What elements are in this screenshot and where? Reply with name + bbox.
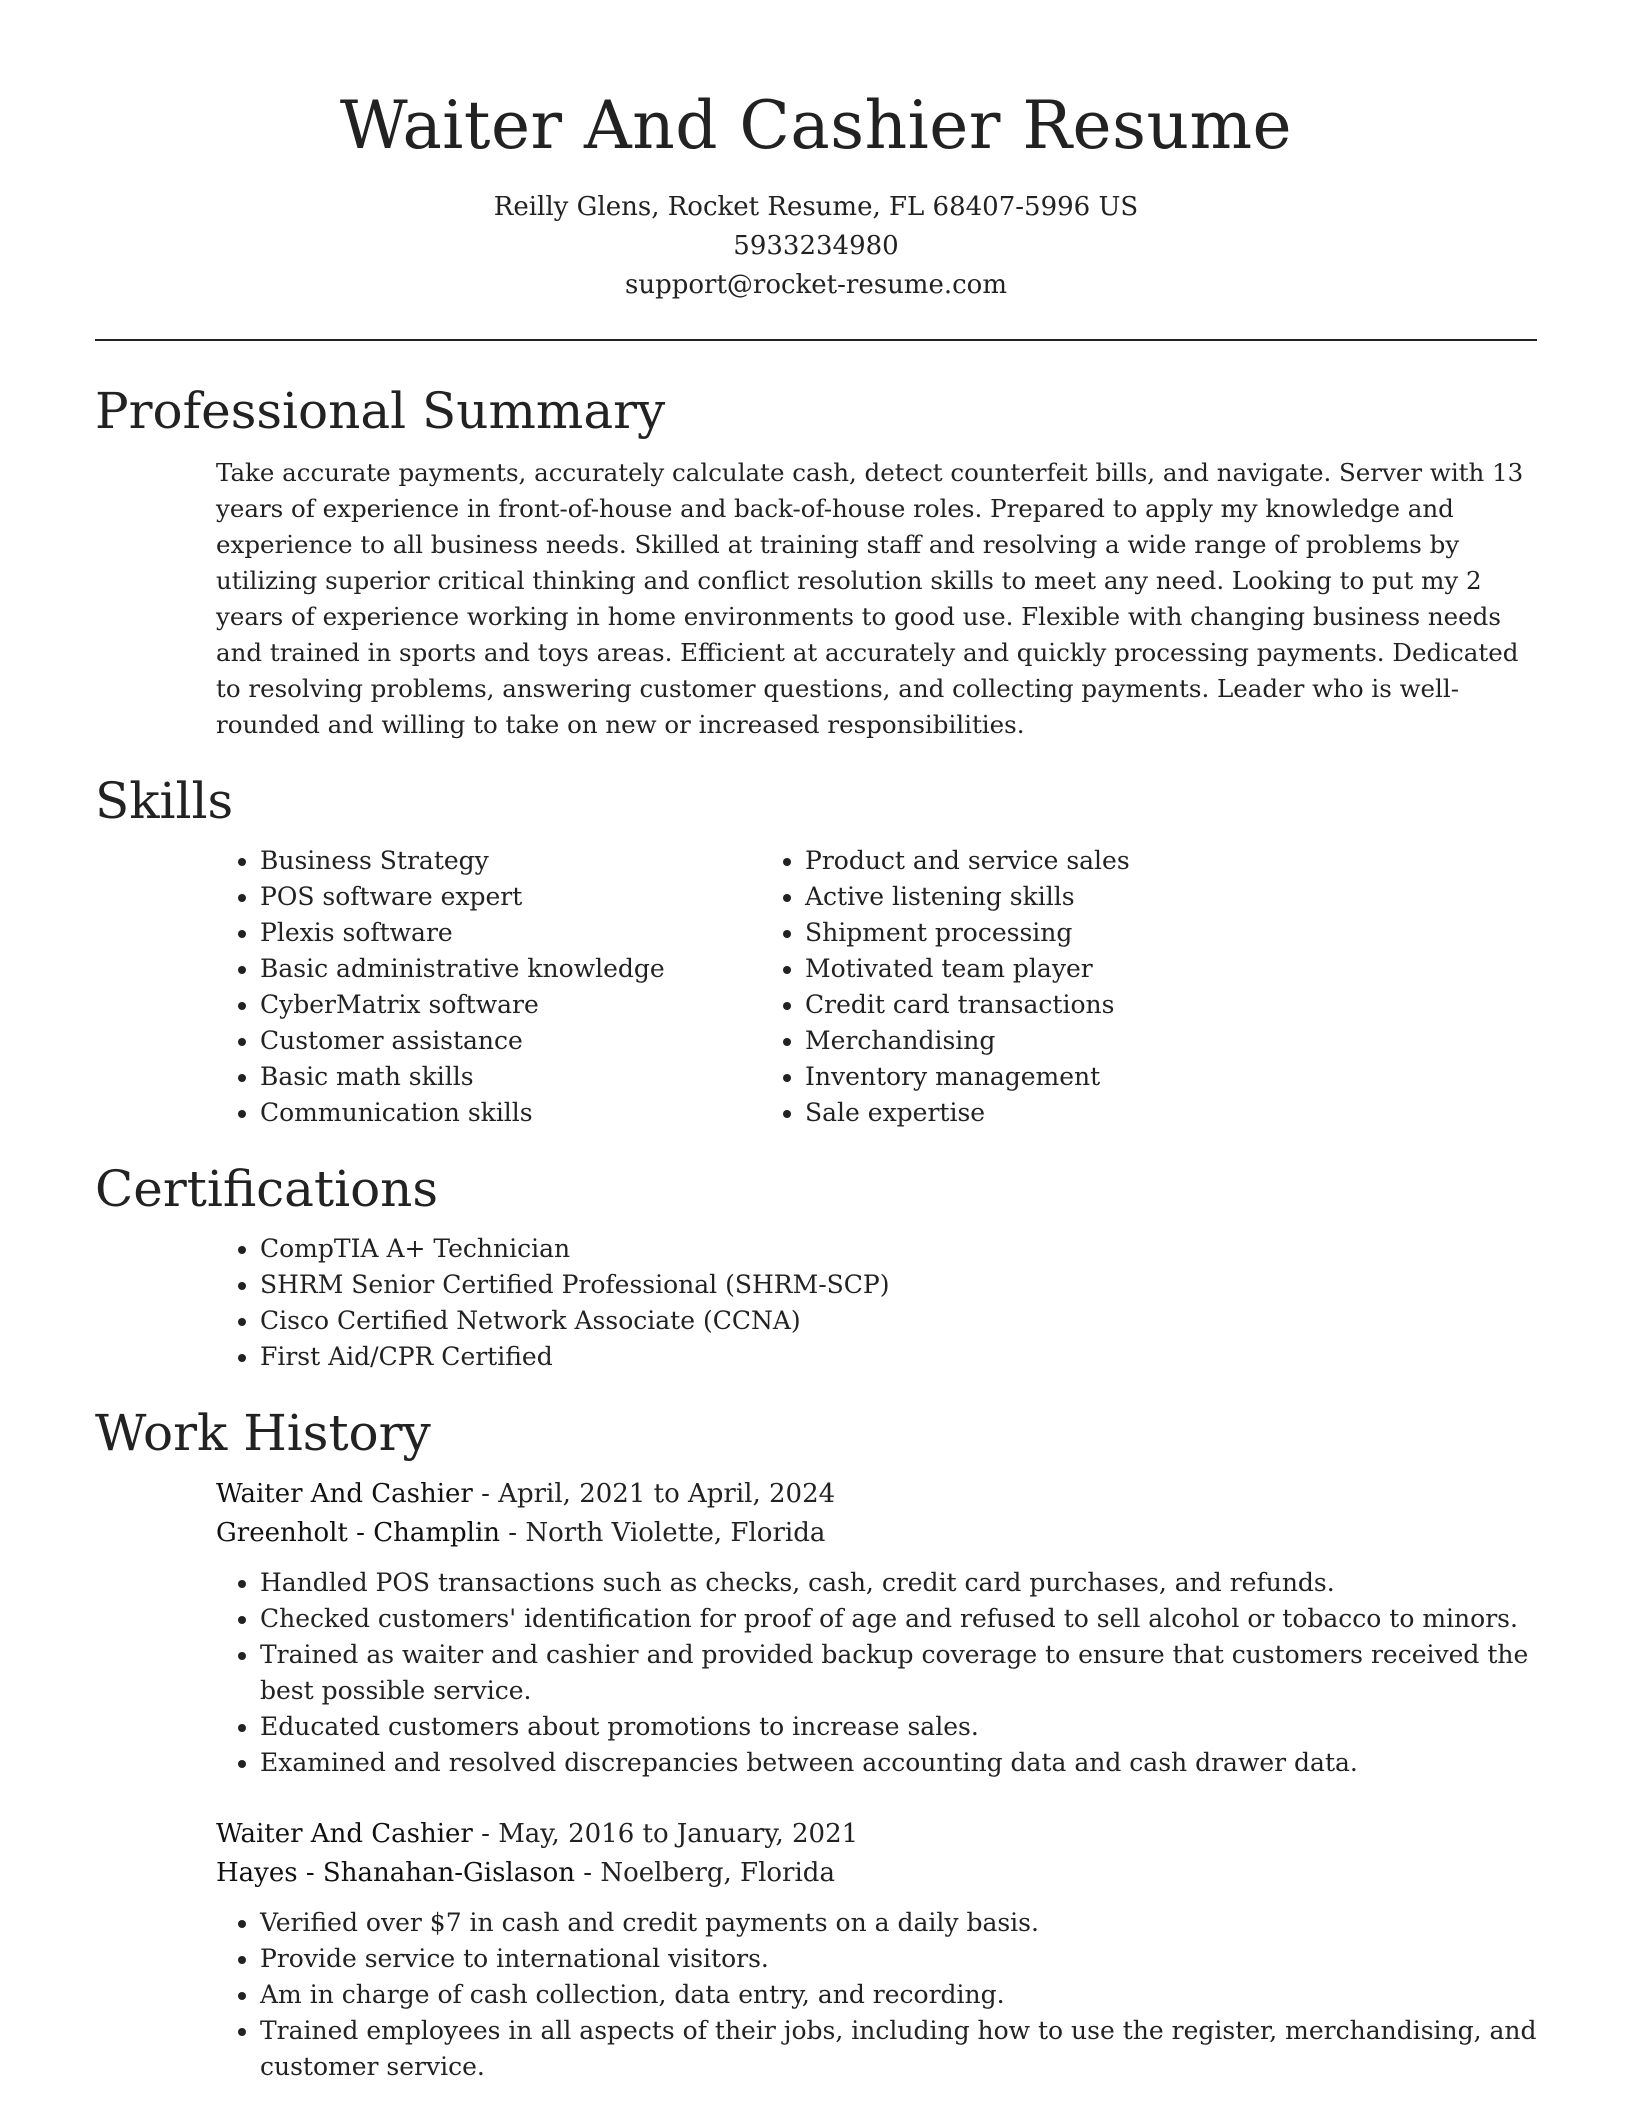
skill-item: • Merchandising [805,1023,1130,1059]
job-duty: • Trained employees in all aspects of their jobs, including how to use the register, merchandising, and customer service. [260,2013,1537,2085]
separator: - [472,1819,499,1849]
contact-address: Reilly Glens, Rocket Resume, FL 68407-5996 US [493,192,1139,222]
job-duties-list [216,1565,1537,1781]
skills-list-left [95,843,745,1131]
skills-section [95,769,1537,1131]
job-entry [216,1475,1537,1781]
job-duty: • Am in charge of cash collection, data entry, and recording. [260,1977,1537,2013]
job-duty: • Checked customers' identification for proof of age and refused to sell alcohol or tobacco to minors. [260,1601,1537,1637]
skill-item: • POS software expert [260,879,745,915]
skills-list-right [745,843,1130,1131]
job-company-line [216,1854,1537,1893]
professional-summary-section [95,379,1537,743]
separator: - [500,1518,526,1548]
skill-item: • Credit card transactions [805,987,1130,1023]
job-dates: May, 2016 to January, 2021 [498,1819,859,1849]
job-duty: • Verified over $7 in cash and credit payments on a daily basis. [260,1905,1537,1941]
job-company: Hayes - Shanahan-Gislason [216,1858,575,1888]
section-heading-work-history: Work History [95,1404,431,1462]
skill-item: • Plexis software [260,915,745,951]
summary-text: Take accurate payments, accurately calculate cash, detect counterfeit bills, and navigate. Server with 13 years of experience in front-of-house and back-of-house roles. Prepared to apply my knowledge and experience to all business needs. Skilled at training staff and resolving a wide range of problems by utilizing superior critical thinking and conflict resolution skills to meet any need. Looking to put my 2 years of experience working in home environments to good use. Flexible with changing business needs and trained in sports and toys areas. Efficient at accurately and quickly processing payments. Dedicated to resolving problems, answering customer questions, and collecting payments. Leader who is well-rounded and willing to take on new or increased responsibilities. [216,458,1524,739]
certification-item: • First Aid/CPR Certified [260,1339,1537,1375]
job-company: Greenholt - Champlin [216,1518,501,1548]
section-heading-summary: Professional Summary [95,382,666,440]
skill-item: • Basic math skills [260,1059,745,1095]
job-title-line [216,1815,1537,1854]
section-heading-skills: Skills [95,772,234,830]
separator: - [472,1479,499,1509]
skill-item: • Active listening skills [805,879,1130,915]
job-dates: April, 2021 to April, 2024 [498,1479,836,1509]
job-duties-list [216,1905,1537,2085]
job-duty: • Trained as waiter and cashier and provided backup coverage to ensure that customers received the best possible service. [260,1637,1537,1709]
job-title: Waiter And Cashier [216,1479,473,1509]
contact-phone: 5933234980 [733,231,899,261]
skill-item: • Inventory management [805,1059,1130,1095]
header-divider [95,339,1537,341]
job-location: Noelberg, Florida [600,1858,835,1888]
certifications-section [95,1157,1537,1375]
resume-title: Waiter And Cashier Resume [339,87,1293,164]
job-duty: • Educated customers about promotions to increase sales. [260,1709,1537,1745]
job-duty: • Handled POS transactions such as checks, cash, credit card purchases, and refunds. [260,1565,1537,1601]
skills-grid [95,843,1537,1131]
section-heading-certifications: Certifications [95,1160,439,1218]
skill-item: • Sale expertise [805,1095,1130,1131]
job-duty: • Provide service to international visitors. [260,1941,1537,1977]
work-history-section [95,1401,1537,2085]
separator: - [574,1858,601,1888]
job-title-line [216,1475,1537,1514]
skill-item: • Product and service sales [805,843,1130,879]
skill-item: • CyberMatrix software [260,987,745,1023]
job-title: Waiter And Cashier [216,1819,473,1849]
certification-item: • SHRM Senior Certified Professional (SHRM-SCP) [260,1267,1537,1303]
skill-item: • Business Strategy [260,843,745,879]
contact-block [0,188,1632,305]
job-duty: • Examined and resolved discrepancies between accounting data and cash drawer data. [260,1745,1537,1781]
resume-header [0,0,1632,305]
certifications-list [95,1231,1537,1375]
skill-item: • Customer assistance [260,1023,745,1059]
skill-item: • Basic administrative knowledge [260,951,745,987]
job-company-line [216,1514,1537,1553]
contact-email: support@rocket-resume.com [624,270,1007,300]
skill-item: • Motivated team player [805,951,1130,987]
job-entry [216,1815,1537,2085]
skill-item: • Communication skills [260,1095,745,1131]
certification-item: • Cisco Certified Network Associate (CCNA) [260,1303,1537,1339]
skill-item: • Shipment processing [805,915,1130,951]
job-location: North Violette, Florida [525,1518,826,1548]
certification-item: • CompTIA A+ Technician [260,1231,1537,1267]
